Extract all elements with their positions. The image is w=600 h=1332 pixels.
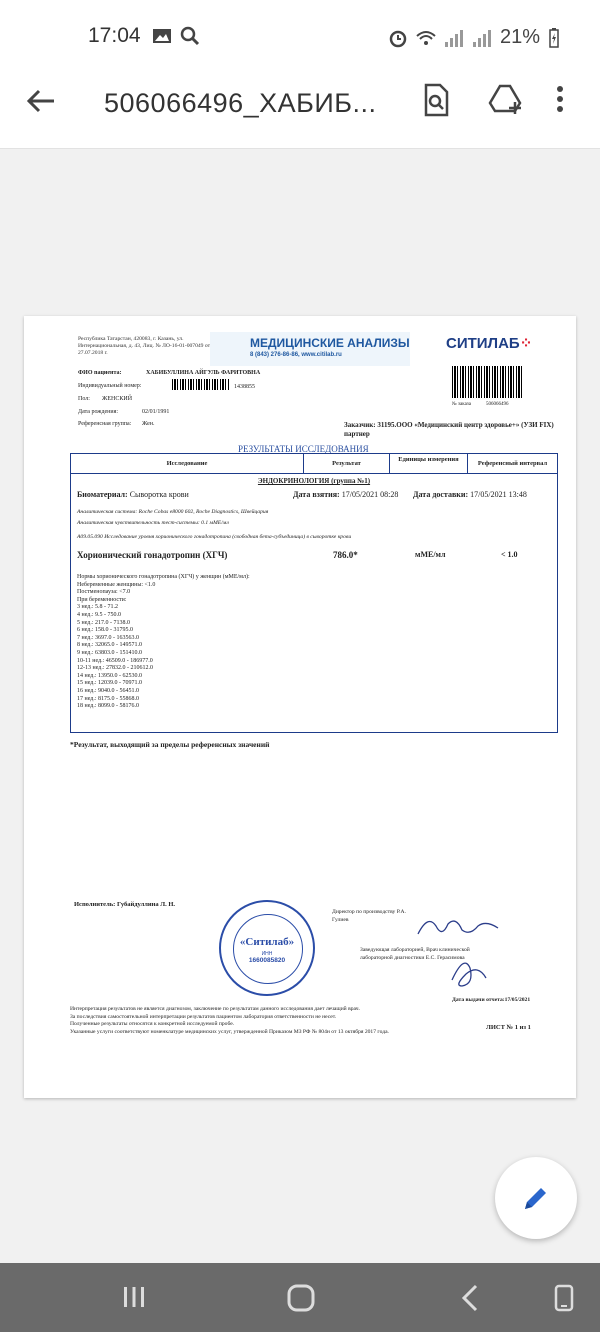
norm-line: 3 нед.: 5.8 - 71.2 bbox=[77, 604, 119, 611]
disclaimer-line: За последствия самостоятельной интерпретации результатов пациентом лаборатория ответственности не несет. bbox=[70, 1013, 337, 1020]
test-units: мМЕ/мл bbox=[415, 550, 446, 559]
sex-value: ЖЕНСКИЙ bbox=[102, 396, 133, 402]
norm-line: При беременности: bbox=[77, 596, 127, 603]
analytic-system: Аналитическая система: Roche Cobas e8000 602, Roche Diagnostics, Швейцария bbox=[77, 509, 269, 515]
col-header-reference: Референсный интервал bbox=[468, 454, 557, 474]
biomaterial-row: Биоматериал: Сыворотка крови bbox=[77, 490, 189, 499]
taken-date: Дата взятия: 17/05/2021 08:28 bbox=[293, 490, 399, 499]
norm-line: 10-11 нед.: 46509.0 - 186977.0 bbox=[77, 657, 153, 664]
citilab-logo: СИТИЛАБ⁘ bbox=[446, 335, 533, 352]
norm-line: 16 нед.: 9040.0 - 56451.0 bbox=[77, 687, 140, 694]
norm-line: Нормы хорионического гонадотропина (ХГЧ) у женщин (мМЕ/мл): bbox=[77, 574, 250, 580]
document-page[interactable] bbox=[24, 316, 576, 1098]
search-icon bbox=[180, 26, 200, 46]
ref-group-value: Жен. bbox=[142, 421, 155, 427]
director-signature bbox=[414, 912, 502, 944]
order-barcode bbox=[452, 366, 524, 398]
sheet-number: ЛИСТ № 1 из 1 bbox=[486, 1024, 531, 1031]
more-options-icon[interactable] bbox=[550, 82, 570, 118]
screen-icon[interactable] bbox=[552, 1283, 576, 1313]
app-bar bbox=[0, 74, 600, 149]
status-bar bbox=[0, 0, 600, 74]
footnote: *Результат, выходящий за пределы референсных значений bbox=[70, 740, 270, 749]
system-nav-bar bbox=[0, 1263, 600, 1332]
signal-icon-2 bbox=[472, 28, 492, 48]
norm-line: 9 нед.: 63803.0 - 151410.0 bbox=[77, 649, 143, 656]
banner-subtitle: 8 (843) 276-86-86, www.citilab.ru bbox=[250, 352, 342, 358]
home-icon[interactable] bbox=[286, 1283, 316, 1313]
stamp-inn: 1660085820 bbox=[248, 957, 286, 964]
issue-date: Дата выдачи отчета:17/05/2021 bbox=[452, 997, 531, 1003]
norm-line: 7 нед.: 3697.0 - 163563.0 bbox=[77, 634, 140, 641]
norm-line: 17 нед.: 8175.0 - 55868.0 bbox=[77, 695, 140, 702]
disclaimer-line: Интерпретация результатов не является диагнозом, заключение по результатам данного исследования дает лечащий врач. bbox=[70, 1006, 360, 1012]
norm-line: 12-13 нед.: 27832.0 - 210612.0 bbox=[77, 665, 154, 672]
order-label: № заказа bbox=[452, 402, 471, 407]
results-table bbox=[70, 453, 558, 733]
alarm-icon bbox=[388, 28, 408, 48]
status-time: 17:04 bbox=[88, 24, 141, 47]
signal-icon bbox=[444, 28, 464, 48]
norm-line: 8 нед.: 32065.0 - 149571.0 bbox=[77, 642, 143, 649]
head-lab-signature bbox=[444, 950, 492, 992]
head-lab: Заведующая лабораторией, Врач клинической лабораторной диагностики Е.С. Герасимова bbox=[360, 947, 470, 961]
analytic-sensitivity: Аналитическая чувствительность тест-системы: 0.1 мМЕ/мл bbox=[77, 520, 229, 526]
dob-value: 02/01/1991 bbox=[142, 409, 170, 415]
id-value: 1438855 bbox=[234, 384, 255, 390]
norms-list bbox=[77, 574, 250, 711]
norm-line: 4 нед.: 9.5 - 750.0 bbox=[77, 611, 122, 618]
norm-line: Небеременные женщины: <1.0 bbox=[77, 581, 156, 588]
client-info: Заказчик: 31195.ООО «Медицинский центр здоровье+» (УЗИ FIX) партнер bbox=[344, 421, 554, 438]
norm-line: 5 нед.: 217.0 - 7138.0 bbox=[77, 619, 131, 626]
test-result: 786.0* bbox=[333, 550, 358, 560]
stamp-inn-label: ИНН bbox=[261, 951, 273, 957]
norm-line: 6 нед.: 158.0 - 31795.0 bbox=[77, 627, 134, 634]
col-header-units: Единицы измерения bbox=[390, 454, 468, 474]
norm-line: 15 нед.: 12039.0 - 70971.0 bbox=[77, 680, 143, 687]
logo-text: СИТИЛАБ bbox=[446, 335, 520, 352]
executor: Исполнитель: Губайдуллина Л. Н. bbox=[74, 901, 176, 908]
file-title: 506066496_ХАБИБ... bbox=[104, 88, 377, 118]
norm-line: 18 нед.: 8099.0 - 58176.0 bbox=[77, 703, 140, 710]
col-header-test: Исследование bbox=[71, 454, 304, 474]
header-banner bbox=[210, 332, 410, 366]
stamp-name: «Ситилаб» bbox=[239, 936, 295, 948]
banner-title: МЕДИЦИНСКИЕ АНАЛИЗЫ bbox=[250, 336, 410, 350]
disclaimer-line: Полученные результаты относятся к конкретной исследуемой пробе. bbox=[70, 1021, 235, 1028]
gallery-icon bbox=[152, 26, 172, 46]
battery-charging-icon bbox=[548, 28, 560, 48]
fio-label: ФИО пациента: bbox=[78, 370, 122, 376]
add-to-drive-icon[interactable] bbox=[488, 82, 524, 118]
id-label: Индивидуальный номер: bbox=[78, 383, 142, 389]
norm-line: Постменопауза: <7.0 bbox=[77, 589, 131, 596]
disclaimer bbox=[70, 1006, 470, 1036]
sex-label: Пол: bbox=[78, 396, 90, 402]
col-header-result: Результат bbox=[304, 454, 390, 474]
recents-icon[interactable] bbox=[120, 1283, 148, 1311]
find-in-document-icon[interactable] bbox=[418, 82, 454, 118]
back-nav-icon[interactable] bbox=[456, 1283, 484, 1313]
patient-fio: ХАБИБУЛЛИНА АЙГУЛЬ ФАРИТОВНА bbox=[146, 370, 261, 376]
back-arrow-icon[interactable] bbox=[24, 84, 58, 118]
director: Директор по производству Р.А. Гулиев bbox=[332, 909, 406, 923]
results-title: РЕЗУЛЬТАТЫ ИССЛЕДОВАНИЯ bbox=[238, 444, 369, 454]
edit-fab[interactable] bbox=[495, 1157, 577, 1239]
norm-line: 14 нед.: 13950.0 - 62530.0 bbox=[77, 672, 143, 679]
disclaimer-line: Указанные услуги соответствуют номенклатуре медицинских услуг, утвержденной Приказом МЗ РФ № 804н от 13 октября 2017 года. bbox=[70, 1028, 389, 1035]
ref-group-label: Референсная группа: bbox=[78, 421, 132, 427]
method-code: А09.05.090 Исследование уровня хорионического гонадотропина (свободная бета-субъединица) в сыворотке крови bbox=[77, 534, 352, 540]
lab-address: Республика Татарстан, 420083, г. Казань, ул. Интернациональная, д. 43, Лиц. № ЛО-16-01-007049 от 27.07.2018 г. bbox=[78, 336, 211, 356]
test-reference: < 1.0 bbox=[501, 550, 518, 559]
dob-label: Дата рождения: bbox=[78, 409, 119, 415]
pencil-icon bbox=[520, 1182, 552, 1214]
test-name: Хорионический гонадотропин (ХГЧ) bbox=[77, 550, 228, 560]
battery-level: 21% bbox=[499, 26, 540, 48]
lab-stamp bbox=[219, 900, 315, 996]
order-number: 506066496 bbox=[486, 402, 509, 407]
section-title: ЭНДОКРИНОЛОГИЯ (группа №1) bbox=[257, 477, 371, 485]
delivered-date: Дата доставки: 17/05/2021 13:48 bbox=[413, 490, 527, 499]
wifi-icon bbox=[416, 28, 436, 48]
patient-barcode bbox=[172, 379, 230, 390]
patient-fio-row bbox=[78, 370, 122, 376]
